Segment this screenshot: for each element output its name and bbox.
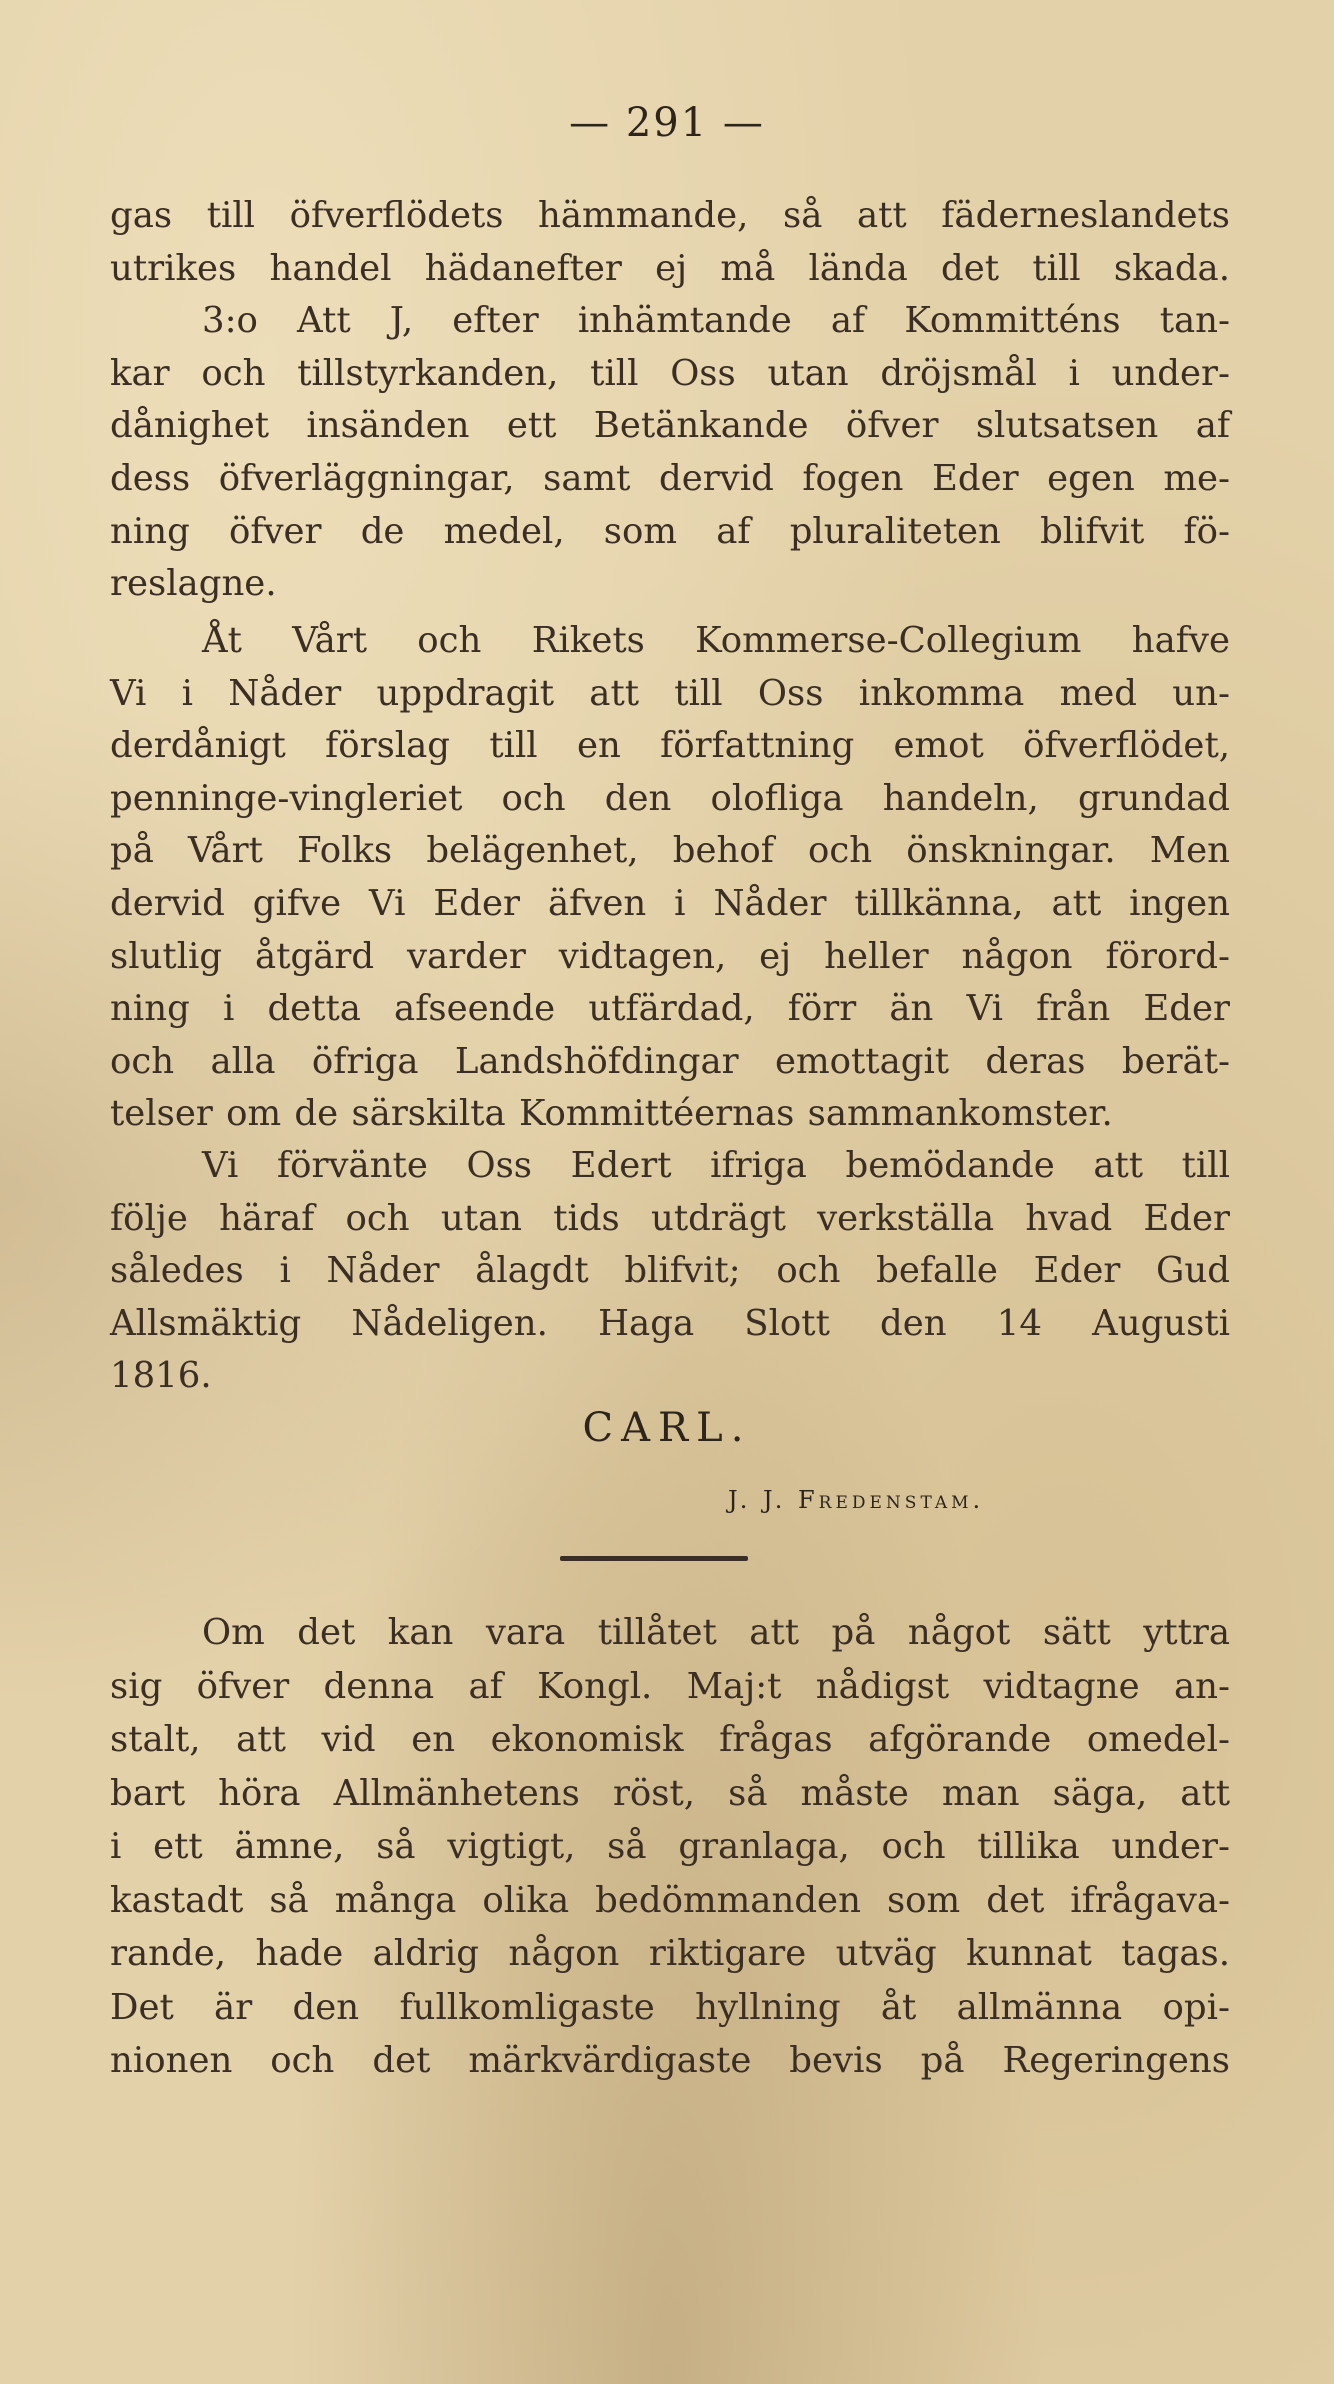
paragraph-closing [110, 1140, 1230, 1403]
text-line: gas till öfverflödets hämmande, så att fäderneslandets [110, 195, 1230, 236]
text-line: nionen och det märkvärdigaste bevis på Regeringens [110, 2040, 1230, 2081]
text-line: stalt, att vid en ekonomisk frågas afgörande omedel- [110, 1719, 1230, 1760]
signature-countersign: J. J. Fredenstam. [728, 1486, 985, 1514]
signature-king: CARL. [582, 1405, 752, 1451]
text-line: i ett ämne, så vigtigt, så granlaga, och tillika under- [110, 1826, 1230, 1867]
text-line: utrikes handel hädanefter ej må lända det till skada. [110, 247, 1230, 289]
paragraph-kommerse-collegium [110, 615, 1230, 1141]
text-line: Vi förvänte Oss Edert ifriga bemödande att till [202, 1145, 1230, 1186]
text-line: 1816. [110, 1355, 212, 1397]
text-line: och alla öfriga Landshöfdingar emottagit deras berät- [110, 1040, 1230, 1082]
text-line: ning i detta afseende utfärdad, förr än Vi från Eder [110, 988, 1230, 1030]
text-line: Vi i Nåder uppdragit att till Oss inkomma med un- [110, 672, 1230, 714]
text-line: dervid gifve Vi Eder äfven i Nåder tillkänna, att ingen [110, 882, 1230, 924]
text-line: bart höra Allmänhetens röst, så måste man säga, att [110, 1772, 1230, 1814]
text-line: således i Nåder ålagdt blifvit; och befalle Eder Gud [110, 1250, 1230, 1292]
text-line: dånighet insänden ett Betänkande öfver slutsatsen af [110, 405, 1230, 447]
text-line: derdånigt förslag till en författning emot öfverflödet, [110, 725, 1230, 767]
text-line: kar och tillstyrkanden, till Oss utan dröjsmål i under- [110, 352, 1230, 394]
text-line: följe häraf och utan tids utdrägt verkställa hvad Eder [110, 1197, 1230, 1239]
text-line: Om det kan vara tillåtet att på något sätt yttra [202, 1612, 1230, 1653]
text-line: ning öfver de medel, som af pluraliteten blifvit fö- [110, 510, 1230, 552]
text-line: reslagne. [110, 563, 277, 605]
text-line: 3:o Att J, efter inhämtande af Kommitténs tan- [202, 300, 1230, 342]
paragraph-commentary [110, 1606, 1230, 2088]
text-line: Det är den fullkomligaste hyllning åt allmänna opi- [110, 1986, 1230, 2028]
text-line: slutlig åtgärd varder vidtagen, ej heller någon förord- [110, 935, 1230, 977]
page-number: — 291 — [569, 100, 765, 146]
text-line: rande, hade aldrig någon riktigare utväg kunnat tagas. [110, 1933, 1230, 1974]
section-divider [560, 1556, 748, 1561]
paragraph-instructions [110, 190, 1230, 611]
text-line: sig öfver denna af Kongl. Maj:t nådigst vidtagne an- [110, 1665, 1230, 1707]
text-line: Åt Vårt och Rikets Kommerse-Collegium hafve [202, 620, 1230, 661]
text-line: telser om de särskilta Kommittéernas sammankomster. [110, 1093, 1113, 1135]
text-line: dess öfverläggningar, samt dervid fogen Eder egen me- [110, 457, 1230, 499]
text-line: penninge-vingleriet och den olofliga handeln, grundad [110, 777, 1230, 819]
text-line: kastadt så många olika bedömmanden som det ifrågava- [110, 1879, 1230, 1921]
text-line: Allsmäktig Nådeligen. Haga Slott den 14 Augusti [110, 1302, 1230, 1344]
text-line: på Vårt Folks belägenhet, behof och önskningar. Men [110, 830, 1230, 872]
